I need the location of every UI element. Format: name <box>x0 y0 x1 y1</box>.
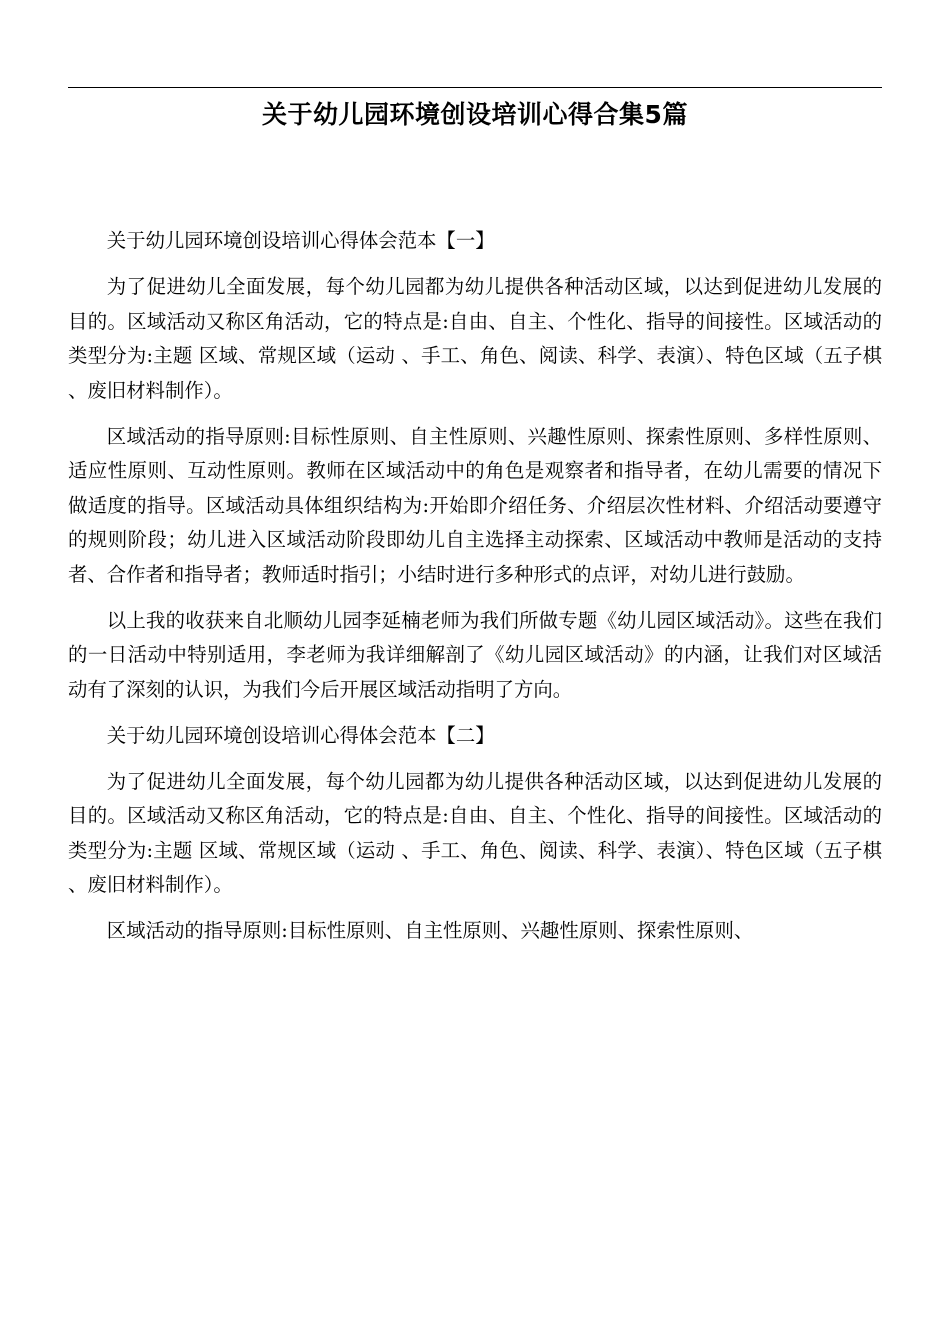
body-paragraph: 区域活动的指导原则:目标性原则、自主性原则、兴趣性原则、探索性原则、 <box>106 919 754 942</box>
section-heading-1: 关于幼儿园环境创设培训心得体会范本【一】 <box>106 229 495 252</box>
body-paragraph: 为了促进幼儿全面发展，每个幼儿园都为幼儿提供各种活动区域，以达到促进幼儿发展的目的。区域活动又称区角活动，它的特点是:自由、自主、个性化、指导的间接性。区域活动的类型分为:主题 区域、常规区域（运动 、手工、角色、阅读、科学、表演）、特色区域（五子棋、废旧材料制作）。 <box>68 769 882 896</box>
document-body <box>68 224 882 960</box>
body-paragraph: 以上我的收获来自北顺幼儿园李延楠老师为我们所做专题《幼儿园区域活动》。这些在我们的一日活动中特别适用，李老师为我详细解剖了《幼儿园区域活动》的内涵，让我们对区域活动有了深刻的认识，为我们今后开展区域活动指明了方向。 <box>68 608 882 701</box>
section-heading-2: 关于幼儿园环境创设培训心得体会范本【二】 <box>106 723 495 747</box>
document-title: 关于幼儿园环境创设培训心得合集5篇 <box>262 100 688 129</box>
header-rule <box>68 87 882 88</box>
body-paragraph: 区域活动的指导原则:目标性原则、自主性原则、兴趣性原则、探索性原则、多样性原则、适应性原则、互动性原则。教师在区域活动中的角色是观察者和指导者，在幼儿需要的情况下做适度的指导。区域活动具体组织结构为:开始即介绍任务、介绍层次性材料、介绍活动要遵守的规则阶段；幼儿进入区域活动阶段即幼儿自主选择主动探索、区域活动中教师是活动的支持者、合作者和指导者；教师适时指引；小结时进行多种形式的点评，对幼儿进行鼓励。 <box>68 424 882 586</box>
body-paragraph: 为了促进幼儿全面发展，每个幼儿园都为幼儿提供各种活动区域，以达到促进幼儿发展的目的。区域活动又称区角活动，它的特点是:自由、自主、个性化、指导的间接性。区域活动的类型分为:主题 区域、常规区域（运动 、手工、角色、阅读、科学、表演）、特色区域（五子棋、废旧材料制作）。 <box>68 275 882 402</box>
